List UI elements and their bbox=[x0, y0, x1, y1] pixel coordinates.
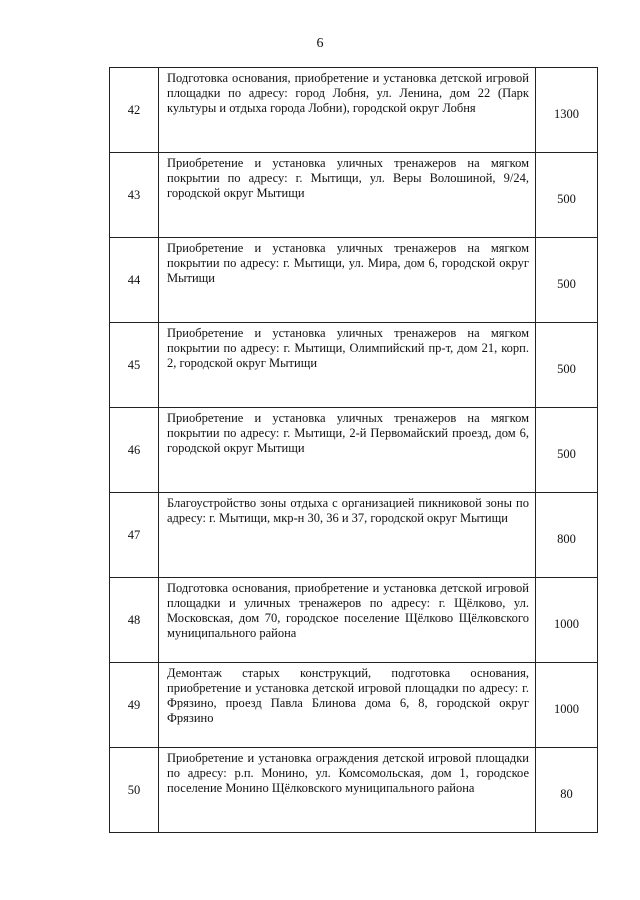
table-row bbox=[110, 493, 598, 578]
row-amount: 1300 bbox=[536, 68, 598, 153]
page-number: 6 bbox=[316, 36, 324, 51]
row-amount: 80 bbox=[536, 748, 598, 833]
table-row bbox=[110, 238, 598, 323]
row-description: Подготовка основания, приобретение и установка детской игровой площадки по адресу: город Лобня, ул. Ленина, дом 22 (Парк культуры и отдыха города Лобни), городской округ Лобня bbox=[159, 68, 536, 153]
row-description: Благоустройство зоны отдыха с организацией пикниковой зоны по адресу: г. Мытищи, мкр-н 30, 36 и 37, городской округ Мытищи bbox=[159, 493, 536, 578]
row-description: Приобретение и установка уличных тренажеров на мягком покрытии по адресу: г. Мытищи, ул. Мира, дом 6, городской округ Мытищи bbox=[159, 238, 536, 323]
row-number: 45 bbox=[110, 323, 159, 408]
row-number: 43 bbox=[110, 153, 159, 238]
row-amount: 500 bbox=[536, 153, 598, 238]
table-row bbox=[110, 578, 598, 663]
row-description: Приобретение и установка уличных тренажеров на мягком покрытии по адресу: г. Мытищи, ул. Веры Волошиной, 9/24, городской округ Мытищи bbox=[159, 153, 536, 238]
row-amount: 800 bbox=[536, 493, 598, 578]
table-row bbox=[110, 68, 598, 153]
row-description: Приобретение и установка уличных тренажеров на мягком покрытии по адресу: г. Мытищи, Олимпийский пр-т, дом 21, корп. 2, городской округ Мытищи bbox=[159, 323, 536, 408]
row-amount: 500 bbox=[536, 238, 598, 323]
row-amount: 500 bbox=[536, 323, 598, 408]
row-number: 44 bbox=[110, 238, 159, 323]
row-description: Приобретение и установка ограждения детской игровой площадки по адресу: р.п. Монино, ул. Комсомольская, дом 1, городское поселение Монино Щёлковского муниципального района bbox=[159, 748, 536, 833]
row-description: Демонтаж старых конструкций, подготовка основания, приобретение и установка детской игровой площадки по адресу: г. Фрязино, проезд Павла Блинова дома 6, 8, городской округ Фрязино bbox=[159, 663, 536, 748]
row-amount: 500 bbox=[536, 408, 598, 493]
table-row bbox=[110, 663, 598, 748]
document-table bbox=[109, 67, 598, 833]
row-number: 46 bbox=[110, 408, 159, 493]
row-amount: 1000 bbox=[536, 663, 598, 748]
row-number: 49 bbox=[110, 663, 159, 748]
table-row bbox=[110, 323, 598, 408]
row-number: 42 bbox=[110, 68, 159, 153]
row-description: Приобретение и установка уличных тренажеров на мягком покрытии по адресу: г. Мытищи, 2-й Первомайский проезд, дом 6, городской округ Мытищи bbox=[159, 408, 536, 493]
row-number: 47 bbox=[110, 493, 159, 578]
table-row bbox=[110, 748, 598, 833]
table-row bbox=[110, 408, 598, 493]
row-number: 48 bbox=[110, 578, 159, 663]
row-amount: 1000 bbox=[536, 578, 598, 663]
row-number: 50 bbox=[110, 748, 159, 833]
table-row bbox=[110, 153, 598, 238]
row-description: Подготовка основания, приобретение и установка детской игровой площадки и уличных тренажеров по адресу: г. Щёлково, ул. Московская, дом 70, городское поселение Щёлково Щёлковского муниципального района bbox=[159, 578, 536, 663]
